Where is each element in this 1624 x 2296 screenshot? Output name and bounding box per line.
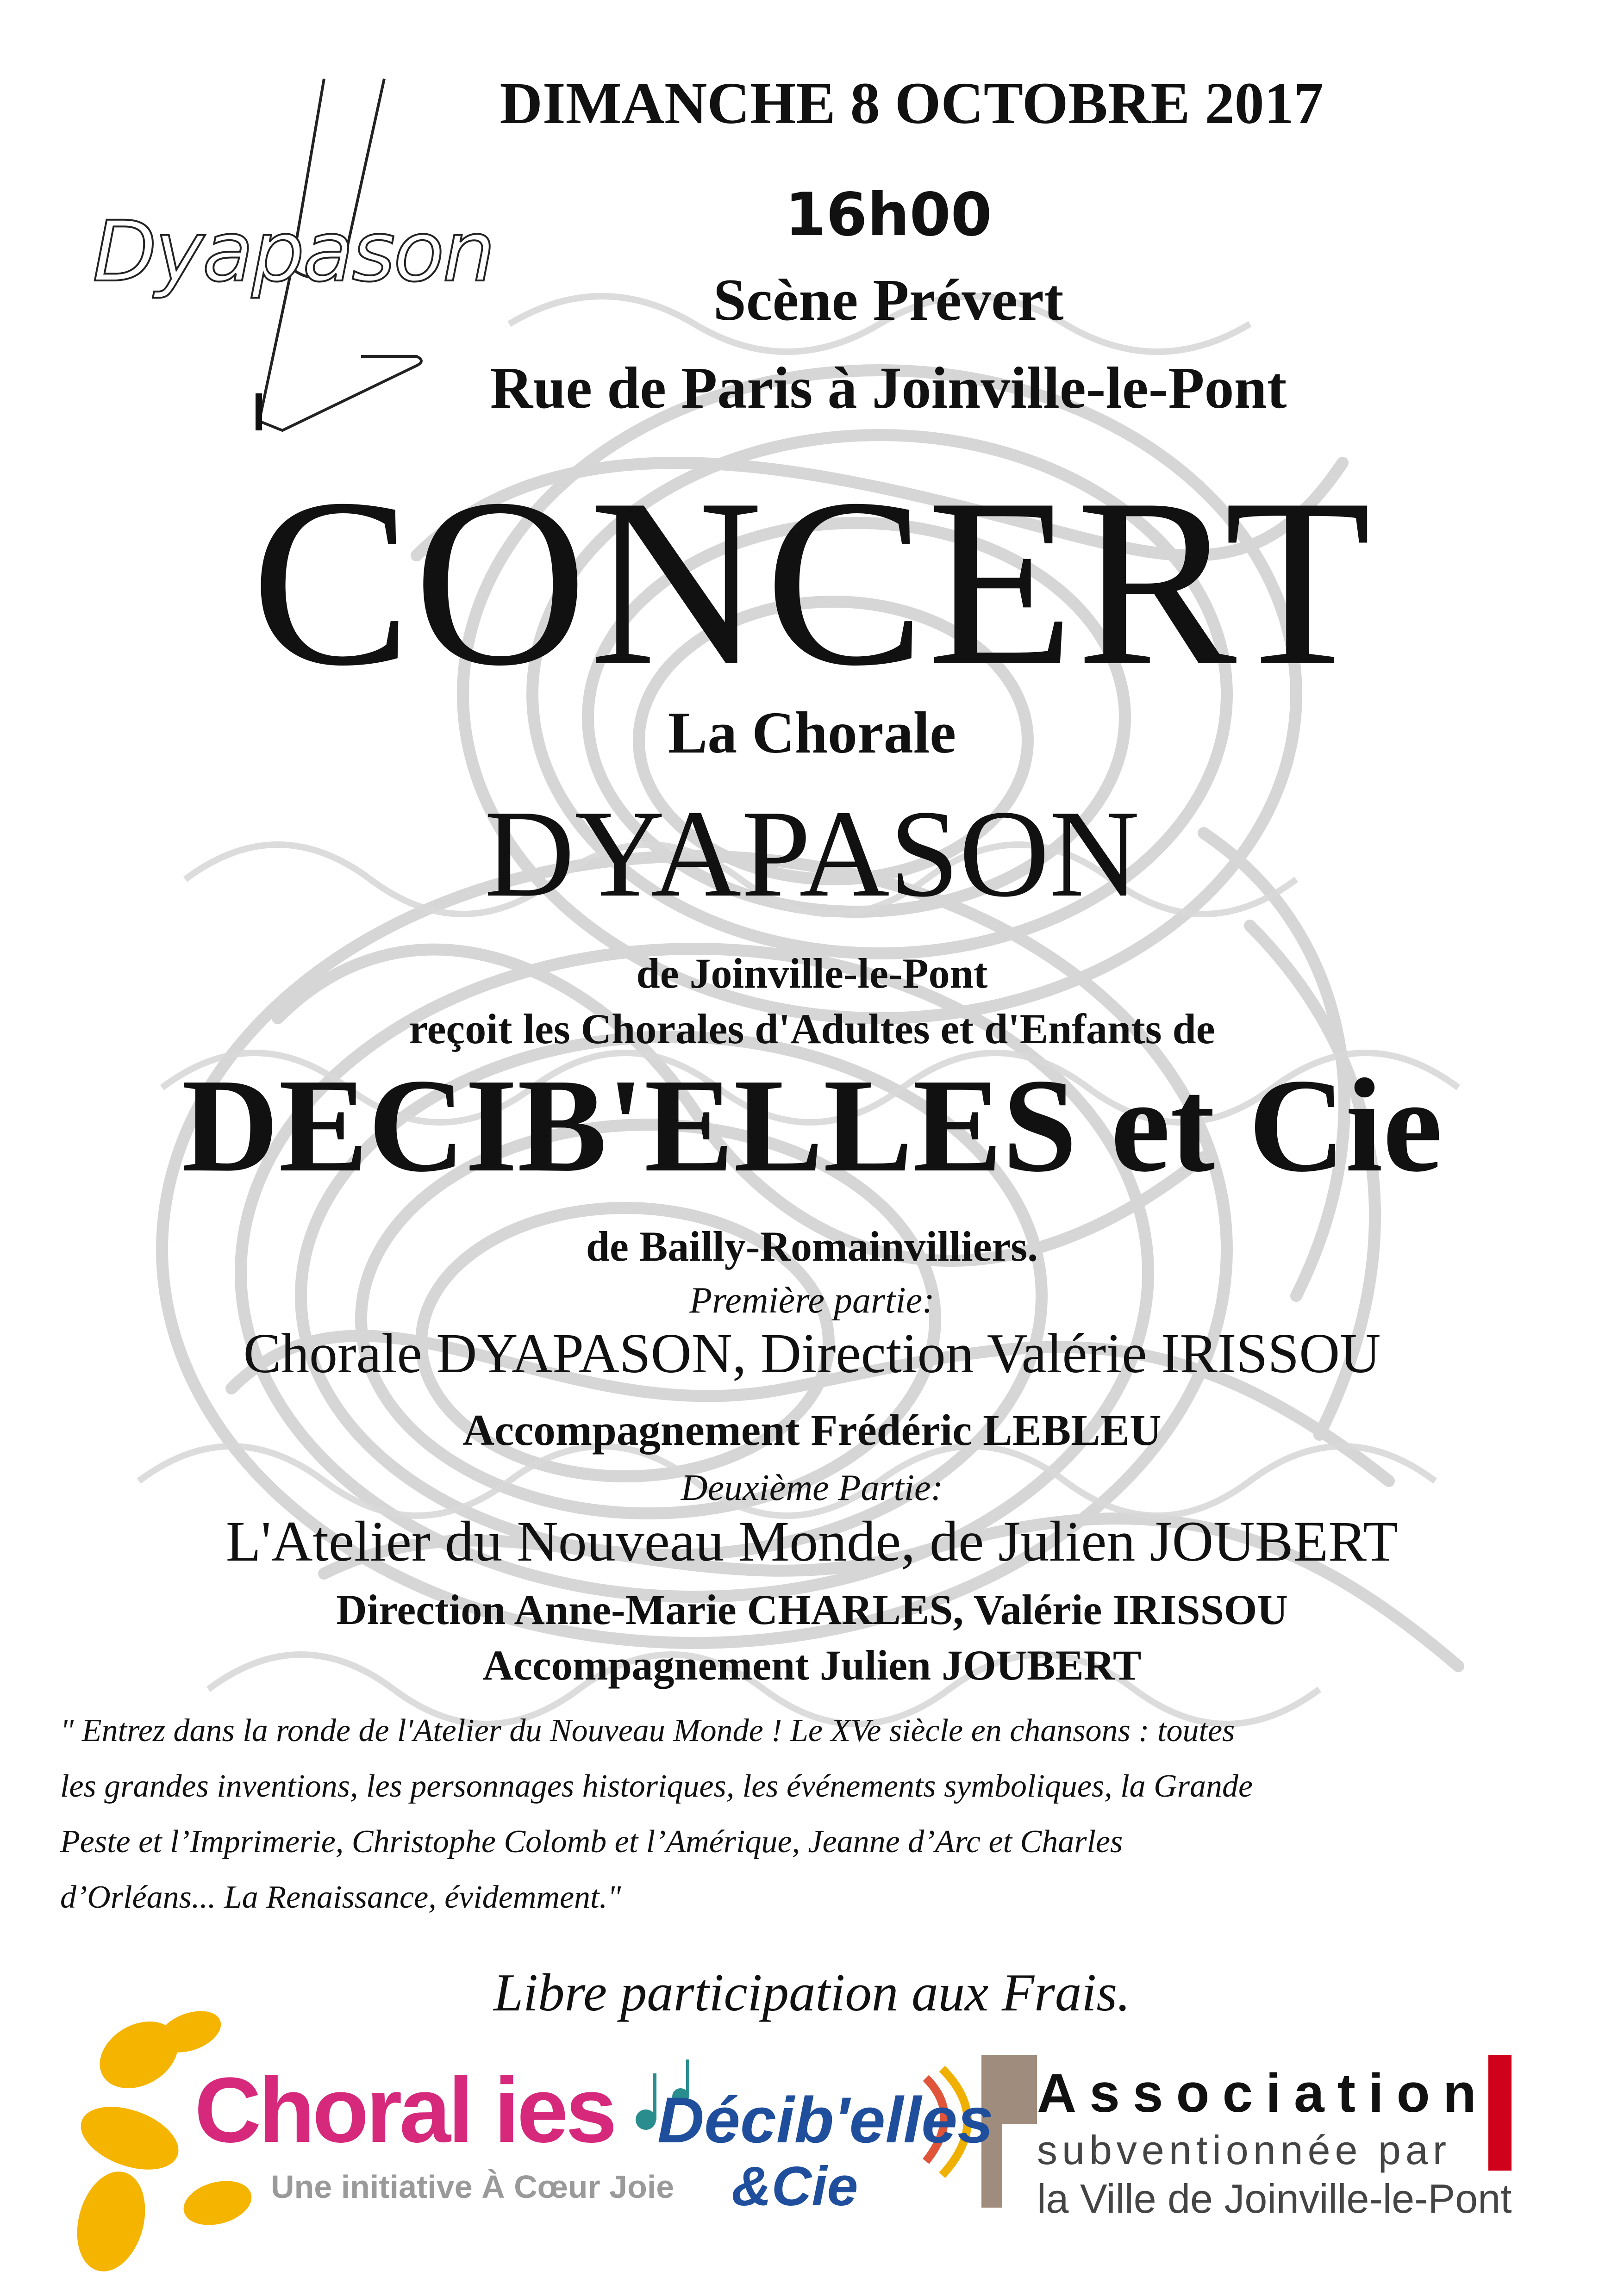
part2-line3: Accompagnement Julien JOUBERT bbox=[482, 1642, 1142, 1689]
quote-line-2: les grandes inventions, les personnages historiques, les événements symboliques, la Grande bbox=[60, 1768, 1253, 1804]
host-town: de Joinville-le-Pont bbox=[636, 950, 988, 997]
event-address: Rue de Paris à Joinville-le-Pont bbox=[490, 355, 1287, 421]
association-line-2: subventionnée par bbox=[1037, 2127, 1451, 2173]
part1-line2: Accompagnement Frédéric LEBLEU bbox=[462, 1406, 1162, 1455]
guest-choir-name: DECIB'ELLES et Cie bbox=[181, 1051, 1443, 1200]
quote-line-4: d’Orléans... La Renaissance, évidemment." bbox=[60, 1879, 621, 1915]
event-time: 16h00 bbox=[785, 180, 992, 249]
association-title: Association bbox=[1037, 2063, 1489, 2124]
part2-heading: Deuxième Partie: bbox=[681, 1468, 943, 1508]
host-intro: La Chorale bbox=[668, 700, 956, 765]
part1-heading: Première partie: bbox=[689, 1280, 935, 1321]
event-venue: Scène Prévert bbox=[713, 267, 1064, 333]
decibelles-logo-wordmark: Décib'elles bbox=[657, 2084, 993, 2156]
part2-line2: Direction Anne-Marie CHARLES, Valérie IRISSOU bbox=[336, 1586, 1288, 1633]
quote-line-3: Peste et l’Imprimerie, Christophe Colomb et l’Amérique, Jeanne d’Arc et Charles bbox=[60, 1824, 1123, 1860]
entry-note: Libre participation aux Frais. bbox=[493, 1963, 1131, 2022]
association-line-3: la Ville de Joinville-le-Pont bbox=[1037, 2176, 1512, 2221]
part2-line1: L'Atelier du Nouveau Monde, de Julien JOUBERT bbox=[225, 1510, 1399, 1573]
host-choir-name: DYAPASON bbox=[484, 784, 1140, 923]
dyapason-logo-wordmark: Dyapason bbox=[93, 204, 493, 300]
choralies-logo-subtitle: Une initiative À Cœur Joie bbox=[271, 2169, 675, 2205]
quote-line-1: " Entrez dans la ronde de l'Atelier du Nouveau Monde ! Le XVe siècle en chansons : toutes bbox=[60, 1713, 1235, 1748]
event-date: DIMANCHE 8 OCTOBRE 2017 bbox=[500, 70, 1324, 136]
choralies-logo-wordmark: Choral ies bbox=[194, 2059, 614, 2162]
guest-town: de Bailly-Romainvilliers. bbox=[586, 1223, 1038, 1270]
part1-line1: Chorale DYAPASON, Direction Valérie IRISSOU bbox=[243, 1322, 1381, 1385]
host-receives: reçoit les Chorales d'Adultes et d'Enfants de bbox=[409, 1005, 1215, 1052]
decibelles-logo-subtitle: &Cie bbox=[731, 2155, 858, 2217]
headline: CONCERT bbox=[251, 449, 1373, 716]
